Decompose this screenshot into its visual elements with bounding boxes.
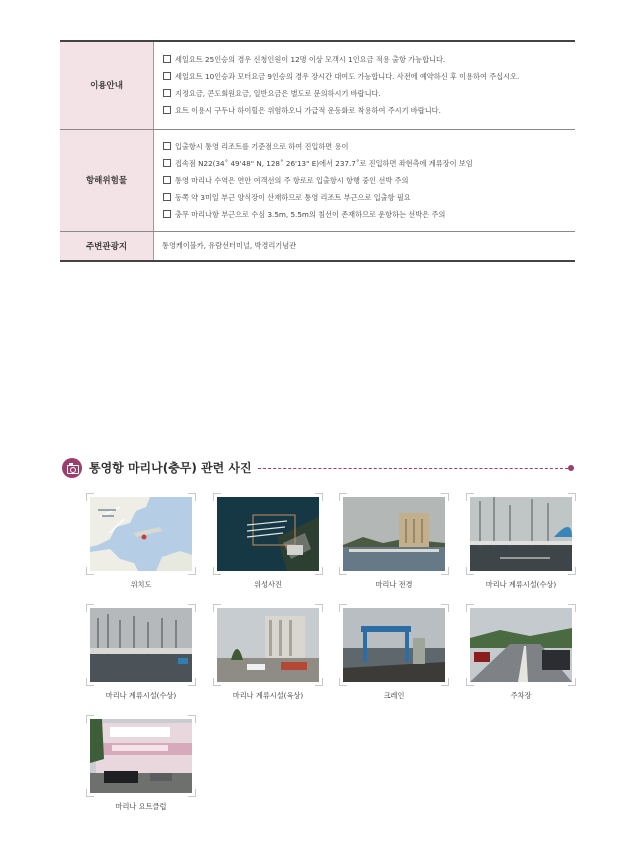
photo-caption: 마리나 전경 (375, 580, 413, 589)
table-row (60, 129, 575, 231)
photo-caption: 크레인 (383, 691, 405, 700)
photo-caption: 위치도 (130, 580, 152, 589)
list-item: 세일요트 25인승의 경우 신청인원이 12명 이상 모객시 1인요금 적용 출항 가능합니다. (163, 51, 575, 68)
checkbox-icon (163, 176, 171, 184)
list-item: 접속점 N22(34˚ 49'48" N, 128˚ 26'13" E)에서 237.7˚로 진입하면 좌현측에 계류장이 보임 (163, 155, 575, 172)
yacht-club-image (90, 719, 192, 793)
camera-icon (62, 458, 82, 478)
photo-caption: 마리나 계류시설(육상) (232, 691, 304, 700)
photo-caption: 마리나 요트클럽 (115, 802, 167, 811)
crane-image (343, 608, 445, 682)
photo-caption: 주차장 (510, 691, 532, 700)
row-header: 항해위험물 (60, 129, 154, 231)
satellite-image (217, 497, 319, 571)
row-content: 통영케이블카, 유람선터미널, 박경리기념관 (154, 231, 576, 261)
row-header: 주변관광지 (60, 231, 154, 261)
list-item: 세일요트 10인승과 모터요금 9인승의 경우 장시간 대여도 가능합니다. 사전에 예약하신 후 이용하여 주십시오. (163, 68, 575, 85)
photo-caption: 위성사진 (254, 580, 282, 589)
photo-caption: 마리나 계류시설(수상) (105, 691, 177, 700)
mooring-land-image (217, 608, 319, 682)
list-item: 지정요금, 콘도회원요금, 일반요금은 별도로 문의하시기 바랍니다. (163, 85, 575, 102)
section-heading (62, 457, 576, 481)
table-row (60, 231, 575, 261)
list-item: 동쪽 약 3미일 부근 양식장이 산재하므로 통영 리조트 부근으로 입출항 필요 (163, 189, 575, 206)
row-header: 이용안내 (60, 41, 154, 129)
mooring-water-image (470, 497, 572, 571)
checkbox-icon (163, 193, 171, 201)
photo-caption: 마리나 계류시설(수상) (485, 580, 557, 589)
list-item: 요트 이용시 구두나 하이힐은 위험하오니 가급적 운동화로 착용하여 주시기 바랍니다. (163, 102, 575, 119)
marina-view-image (343, 497, 445, 571)
checkbox-icon (163, 89, 171, 97)
list-item: 통영 마리나 수역은 연안 여객선의 주 항로로 입출항시 항행 중인 선박 주의 (163, 172, 575, 189)
row-content (154, 41, 576, 129)
parking-image (470, 608, 572, 682)
checkbox-icon (163, 142, 171, 150)
list-item: 충무 마리나항 부근으로 수심 3.5m, 5.5m의 침선이 존재하므로 운항하는 선박은 주의 (163, 206, 575, 223)
checkbox-icon (163, 106, 171, 114)
checkbox-icon (163, 210, 171, 218)
section-title: 통영항 마리나(충무) 관련 사진 (89, 461, 252, 475)
mooring-water-image (90, 608, 192, 682)
info-table (60, 40, 575, 262)
table-row (60, 41, 575, 129)
checkbox-icon (163, 159, 171, 167)
checkbox-icon (163, 72, 171, 80)
list-item: 입출항시 통영 리조트를 기준점으로 하여 진입하면 용이 (163, 138, 575, 155)
divider (258, 468, 568, 469)
divider-dot (568, 465, 574, 471)
checkbox-icon (163, 55, 171, 63)
location-map-image (90, 497, 192, 571)
row-content (154, 129, 576, 231)
